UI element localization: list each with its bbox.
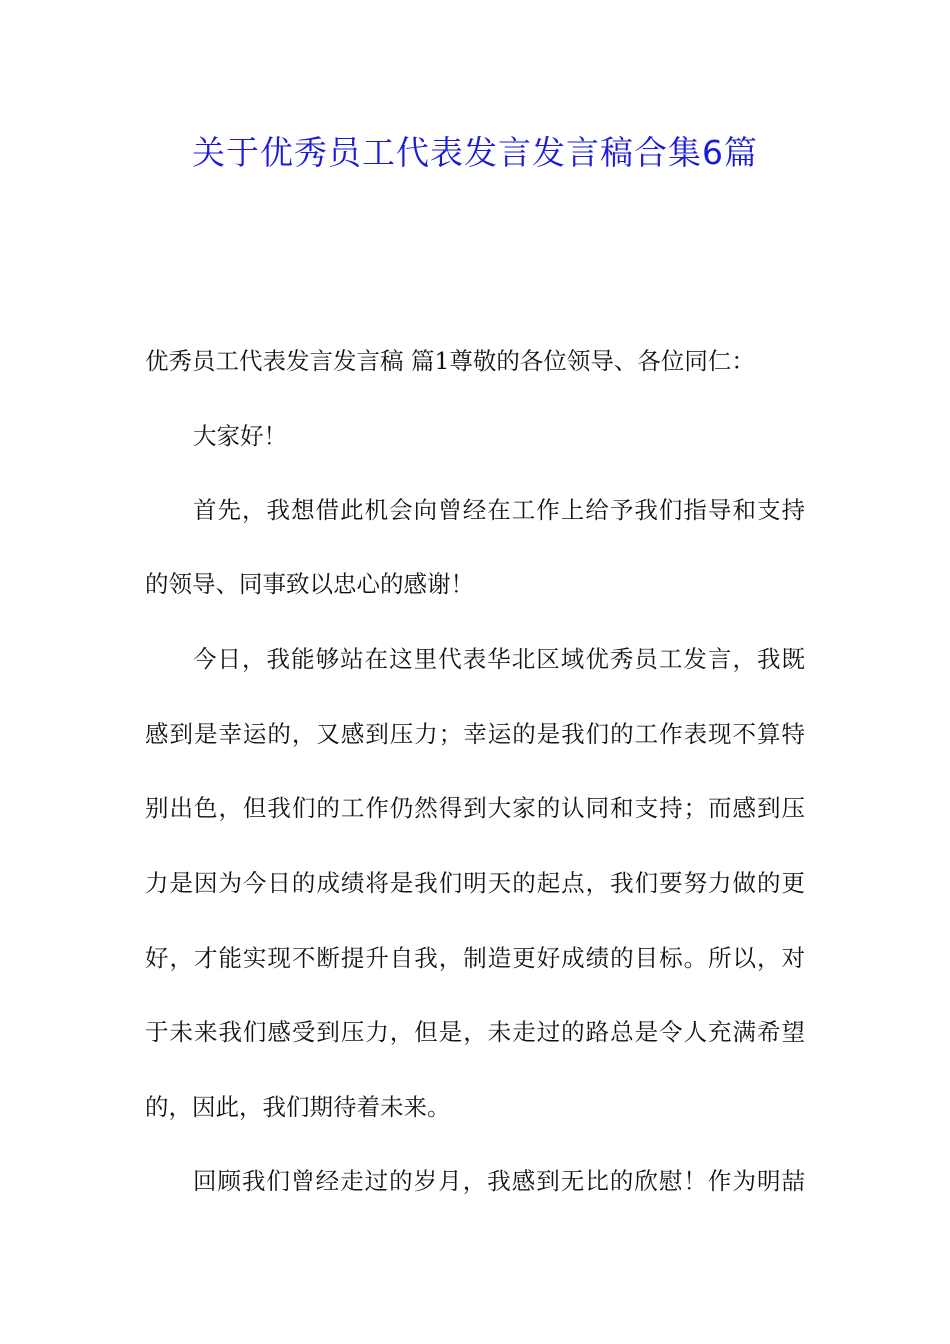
paragraph-3-line-1: 回顾我们曾经走过的岁月，我感到无比的欣慰！作为明喆	[193, 1167, 805, 1195]
paragraph-2-line-5: 好，才能实现不断提升自我，制造更好成绩的目标。所以，对	[145, 944, 805, 972]
document-title: 关于优秀员工代表发言发言稿合集6篇	[192, 133, 758, 172]
paragraph-1-line-2: 的领导、同事致以忠心的感谢！	[145, 570, 474, 598]
paragraph-2-line-1: 今日，我能够站在这里代表华北区域优秀员工发言，我既	[193, 645, 805, 673]
paragraph-2-line-6: 于未来我们感受到压力，但是，未走过的路总是令人充满希望	[145, 1018, 805, 1046]
paragraph-2-line-4: 力是因为今日的成绩将是我们明天的起点，我们要努力做的更	[145, 869, 805, 897]
intro-line: 优秀员工代表发言发言稿 篇1尊敬的各位领导、各位同仁：	[145, 347, 755, 375]
paragraph-2-line-7: 的，因此，我们期待着未来。	[145, 1093, 451, 1121]
paragraph-2-line-3: 别出色，但我们的工作仍然得到大家的认同和支持；而感到压	[145, 794, 805, 822]
paragraph-2-line-2: 感到是幸运的，又感到压力；幸运的是我们的工作表现不算特	[145, 720, 805, 748]
greeting-line: 大家好！	[193, 422, 287, 450]
paragraph-1-line-1: 首先，我想借此机会向曾经在工作上给予我们指导和支持	[193, 496, 805, 524]
